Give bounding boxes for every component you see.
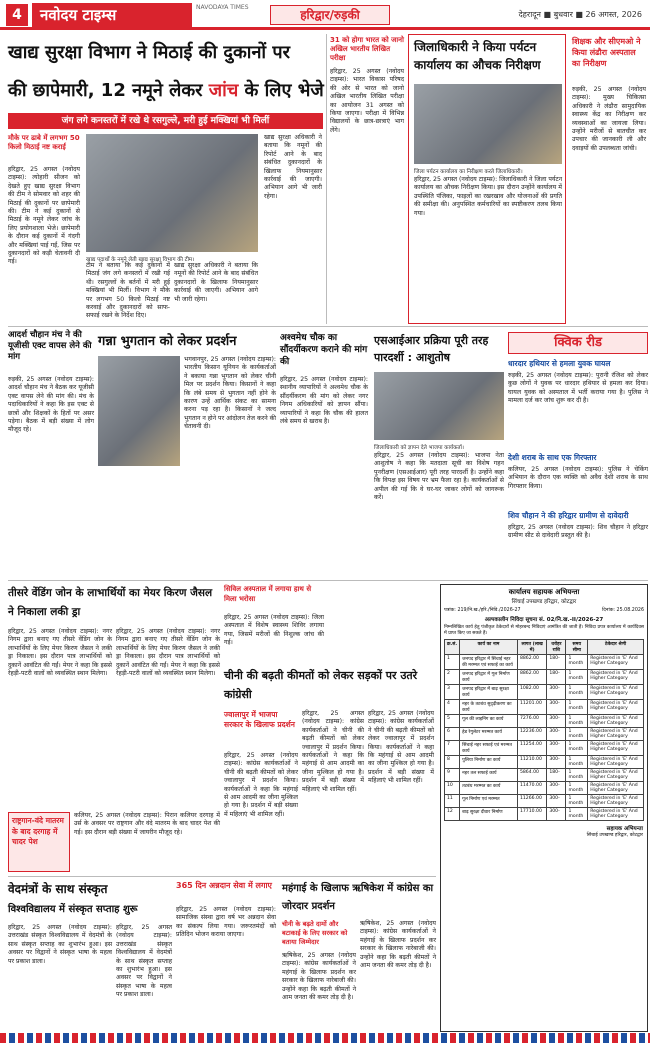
- tender-sign2: सिंचाई उपखण्ड हरिद्वार, कोटद्वार: [586, 833, 643, 838]
- aadarsh-body: रुड़की, 25 अगस्त (नवोदय टाइम्स): आदर्श चौहान मंच ने बैठक कर यूजीसी एक्ट वापस लेने की मांग की। मंच के पदाधिकारियों ने कहा कि इस एक्ट से छात्रों और शिक्षकों के हितों पर असर पड़ेगा। बैठक में बड़ी संख्या में लोग मौजूद रहे।: [8, 376, 94, 434]
- masthead: नवोदय टाइम्स: [32, 3, 192, 27]
- table-cell: 1 month: [566, 808, 588, 821]
- quick-item-3-body: हरिद्वार, 25 अगस्त (नवोदय टाइम्स): शिव चौहान ने हरिद्वार ग्रामीण सीट से दावेदारी प्रस्तुत की है।: [508, 524, 648, 540]
- page-number: 4: [6, 4, 28, 26]
- table-cell: 1 month: [566, 769, 588, 782]
- tender-notice: [440, 584, 648, 1032]
- dm-photo: [414, 84, 562, 175]
- congress-headline: चीनी की बढ़ती कीमतों को लेकर सड़कों पर उतरे कांग्रेसी: [224, 669, 418, 701]
- table-cell: 11201.00: [517, 700, 546, 715]
- table-cell: 180-: [547, 769, 566, 782]
- ganna-headline: गन्ना भुगतान को लेकर प्रदर्शन: [98, 334, 237, 349]
- table-cell: नहर के तटबंध सुदृढ़ीकरण का कार्य: [460, 700, 518, 715]
- section-label: हरिद्वार/रुड़की: [270, 5, 390, 25]
- vedmantra-headline-2: विश्वविद्यालय में संस्कृत सप्ताह शुरू: [8, 904, 138, 915]
- annadaan-body: हरिद्वार, 25 अगस्त (नवोदय टाइम्स): सामाजिक संस्था द्वारा वर्ष भर अन्नदान सेवा का संकल्प लिया गया। जरूरतमंदों को प्रतिदिन भोजन कराया जाएगा।: [176, 906, 276, 939]
- quick-item-3-title: शिव चौहान ने की हरिद्वार ग्रामीण से दावेदारी: [508, 511, 629, 520]
- table-cell: 1 month: [566, 756, 588, 769]
- table-cell: 4: [445, 700, 460, 715]
- annadaan-headline: 365 दिन अन्नदान सेवा में लगाए: [176, 881, 272, 890]
- lead-headline-line2-b: के लिए भेजे: [238, 80, 324, 101]
- vending-body: हरिद्वार, 25 अगस्त (नवोदय टाइम्स): नगर निगम द्वारा बनाए गए तीसरे वेंडिंग जोन के लाभार्थियों के लिए मेयर किरण जैसल ने लकी ड्रा निकाला। इस दौरान पात्र लाभार्थियों को दुकानें आवंटित की गईं। मेयर ने कहा कि इससे रेहड़ी-पटरी वालों को व्यवस्थित स्थान मिलेगा।: [8, 628, 112, 678]
- table-cell: 5: [445, 715, 460, 728]
- rashtragan-body: कलियर, 25 अगस्त (नवोदय टाइम्स): पिरान कलियर दरगाह में उर्स के अवसर पर राष्ट्रगान और वंदे मातरम के बाद चादर पेश की गई। इस दौरान बड़ी संख्या में जायरीन मौजूद रहे।: [74, 812, 220, 836]
- table-cell: 300-: [547, 741, 566, 756]
- table-cell: 8: [445, 756, 460, 769]
- table-row: [445, 685, 644, 700]
- table-cell: 300-: [547, 728, 566, 741]
- rishikesh-kicker: चीनी के बढ़ते दामों और बटाकाई के लिए सरकार को बताया जिम्मेदार: [282, 920, 348, 946]
- sir-headline: एसआईआर प्रक्रिया पूरी तरह पारदर्शी : आशुतोष: [374, 334, 489, 364]
- page-header: [0, 0, 650, 30]
- table-cell: 1 month: [566, 782, 588, 795]
- tender-col-header: धरोहर राशि: [547, 640, 566, 655]
- table-cell: जनपद हरिद्वार में गूल निर्माण कार्य: [460, 670, 518, 685]
- table-cell: Registered in 'E' And Higher Category: [588, 756, 644, 769]
- tender-table: [444, 639, 644, 821]
- table-cell: 8862.00: [517, 670, 546, 685]
- table-cell: Registered in 'E' And Higher Category: [588, 808, 644, 821]
- table-cell: सिंचाई नहर सफाई एवं मरम्मत कार्य: [460, 741, 518, 756]
- vending-body-2: हरिद्वार, 25 अगस्त (नवोदय टाइम्स): नगर निगम द्वारा बनाए गए तीसरे वेंडिंग जोन के लाभार्थियों के लिए मेयर किरण जैसल ने लकी ड्रा निकाला। इस दौरान पात्र लाभार्थियों को दुकानें आवंटित की गईं। मेयर ने कहा कि इससे रेहड़ी-पटरी वालों को व्यवस्थित स्थान मिलेगा।: [116, 628, 220, 678]
- table-cell: Registered in 'E' And Higher Category: [588, 782, 644, 795]
- cmo-headline: शिक्षक और सीएमओ ने किया लंढौरा अस्पताल का निरीक्षण: [572, 37, 641, 68]
- bharat-exam-headline: 31 को होगा भारत को जानो अखिल भारतीय लिखित परीक्षा: [330, 36, 404, 62]
- sir-photo-caption: जिलाधिकारी को ज्ञापन देते भाजपा कार्यकर्ता।: [374, 445, 464, 451]
- dm-photo-caption: जिला पर्यटन कार्यालय का निरीक्षण करते जिलाधिकारी।: [414, 169, 523, 175]
- lead-kicker: मौके पर ढाबे में लगभग 50 किलो मिठाई नष्ट कराई: [8, 134, 80, 151]
- table-row: [445, 782, 644, 795]
- table-cell: 12: [445, 808, 460, 821]
- table-cell: 6: [445, 728, 460, 741]
- quick-read-label: क्विक रीड: [554, 335, 602, 350]
- congress-body: हरिद्वार, 25 अगस्त (नवोदय टाइम्स): कांग्रेस कार्यकर्ताओं ने चीनी की बढ़ती कीमतों को लेकर ज्वालापुर में प्रदर्शन किया। कार्यकर्ताओं ने कहा कि महंगाई से आम आदमी का जीना मुश्किल हो गया है। प्रदर्शन में बड़ी संख्या में महिलाएं भी शामिल रहीं।: [224, 752, 298, 818]
- table-cell: Registered in 'E' And Higher Category: [588, 685, 644, 700]
- quick-item-1-title: धारदार हथियार से हमला युवक घायल: [508, 359, 611, 368]
- edition-date: देहरादून ■ बुधवार ■ 26 अगस्त, 2026: [518, 10, 642, 19]
- hospital-body: हरिद्वार, 25 अगस्त (नवोदय टाइम्स): जिला अस्पताल में विशेष स्वास्थ्य शिविर लगाया गया, जिसमें मरीजों की निशुल्क जांच की गई।: [224, 614, 324, 647]
- table-cell: 300-: [547, 685, 566, 700]
- table-cell: जनपद हरिद्वार में सिंचाई नहर की मरम्मत एवं सफाई का कार्य: [460, 655, 518, 670]
- quick-item-2-title: देशी शराब के साथ एक गिरफ्तार: [508, 453, 597, 462]
- sir-photo: [374, 372, 504, 451]
- tender-col-header: क्र.सं.: [445, 640, 460, 655]
- tender-col-header: ठेकेदार श्रेणी: [588, 640, 644, 655]
- table-cell: 1: [445, 655, 460, 670]
- table-row: [445, 808, 644, 821]
- table-cell: Registered in 'E' And Higher Category: [588, 655, 644, 670]
- vedmantra-body-2: हरिद्वार, 25 अगस्त (नवोदय टाइम्स): उत्तराखंड संस्कृत विश्वविद्यालय में वेदमंत्रों के साथ संस्कृत सप्ताह का शुभारंभ हुआ। इस अवसर पर विद्वानों ने संस्कृत भाषा के महत्व पर प्रकाश डाला।: [116, 924, 172, 999]
- ashwmedh-headline: अश्वमेध चौक का सौंदर्यीकरण कराने की मांग की: [280, 333, 368, 367]
- lead-headline-line2-a: की छापेमारी, 12 नमूने लेकर: [8, 80, 209, 101]
- table-cell: गूल की लाइनिंग का कार्य: [460, 715, 518, 728]
- table-cell: 300-: [547, 782, 566, 795]
- table-cell: 11254.00: [517, 741, 546, 756]
- table-cell: 1082.00: [517, 685, 546, 700]
- dm-headline: जिलाधिकारी ने किया पर्यटन कार्यालय का औचक निरीक्षण: [414, 40, 541, 72]
- table-cell: 9: [445, 769, 460, 782]
- table-cell: 180-: [547, 655, 566, 670]
- table-row: [445, 728, 644, 741]
- table-cell: नहर तल सफाई कार्य: [460, 769, 518, 782]
- vedmantra-body: हरिद्वार, 25 अगस्त (नवोदय टाइम्स): उत्तराखंड संस्कृत विश्वविद्यालय में वेदमंत्रों के साथ संस्कृत सप्ताह का शुभारंभ हुआ। इस अवसर पर विद्वानों ने संस्कृत भाषा के महत्व पर प्रकाश डाला।: [8, 924, 112, 965]
- table-cell: 17710.00: [517, 808, 546, 821]
- cmo-body: रुड़की, 25 अगस्त (नवोदय टाइम्स): मुख्य चिकित्सा अधिकारी ने लंढौरा सामुदायिक स्वास्थ्य केंद्र का निरीक्षण कर व्यवस्थाओं का जायजा लिया। उन्होंने मरीजों से बातचीत कर उपचार की जानकारी ली और दवाइयों की उपलब्धता जांची।: [572, 86, 646, 152]
- table-row: [445, 741, 644, 756]
- congress-kicker: ज्वालापुर में भाजपा सरकार के खिलाफ प्रदर्शन: [224, 710, 295, 729]
- table-row: [445, 670, 644, 685]
- table-cell: 7276.00: [517, 715, 546, 728]
- tender-title: अल्पकालीन निविदा सूचना सं. 02/नि.ख.-II/2026-27: [484, 617, 604, 623]
- ganna-photo: [98, 356, 180, 466]
- table-cell: 5864.00: [517, 769, 546, 782]
- quick-item-1-body: रुड़की, 25 अगस्त (नवोदय टाइम्स): पुरानी रंजिश को लेकर कुछ लोगों ने युवक पर धारदार हथियार से हमला कर दिया। घायल युवक को अस्पताल में भर्ती कराया गया है। पुलिस ने मामला दर्ज कर जांच शुरू कर दी है।: [508, 372, 648, 405]
- table-cell: 180-: [547, 670, 566, 685]
- table-cell: 1 month: [566, 728, 588, 741]
- lead-strap: जंग लगे कनस्तरों में रखे थे रसगुल्ले, मरी हुई मक्खियां भी मिलीं: [8, 113, 323, 129]
- vedmantra-headline-1: वेदमंत्रों के साथ संस्कृत: [8, 882, 108, 896]
- rishikesh-headline: महंगाई के खिलाफ ऋषिकेश में कांग्रेस का जोरदार प्रदर्शन: [282, 883, 434, 912]
- lead-photo: [86, 134, 258, 263]
- table-cell: 1 month: [566, 795, 588, 808]
- table-cell: Registered in 'E' And Higher Category: [588, 700, 644, 715]
- table-cell: 300-: [547, 715, 566, 728]
- table-cell: Registered in 'E' And Higher Category: [588, 795, 644, 808]
- table-cell: 1 month: [566, 685, 588, 700]
- table-cell: 300-: [547, 756, 566, 769]
- sir-body: हरिद्वार, 25 अगस्त (नवोदय टाइम्स): भाजपा नेता आशुतोष ने कहा कि मतदाता सूची का विशेष गहन पुनरीक्षण (एसआईआर) पूरी तरह पारदर्शी है। उन्होंने कहा कि विपक्ष इस विषय पर भ्रम फैला रहा है। कार्यकर्ताओं से अपील की गई कि वे घर-घर जाकर लोगों को जागरूक करें।: [374, 452, 504, 502]
- table-cell: 300-: [547, 795, 566, 808]
- table-cell: 300-: [547, 808, 566, 821]
- table-row: [445, 655, 644, 670]
- footer-strip: [0, 1033, 650, 1043]
- tender-col-header: समय सीमा: [566, 640, 588, 655]
- lead-photo-caption: खाद्य पदार्थों के नमूने लेती खाद्य सुरक्षा विभाग की टीम।: [86, 257, 195, 263]
- lead-body-2: टीम ने बताया कि कई दुकानों में मिठाई जंग लगे कनस्तरों में रखी गई थी। रसगुल्लों के बर्तनों में मरी हुई मक्खियां भी मिलीं। विभाग ने मौके पर लगभग 50 किलो मिठाई नष्ट करवाई और दुकानदारों को साफ-सफाई रखने के निर्देश दिए।: [86, 262, 170, 320]
- lead-headline-line2: [8, 72, 323, 112]
- table-row: [445, 715, 644, 728]
- vending-headline: तीसरे वेंडिंग जोन के लाभार्थियों का मेयर किरण जैसल ने निकाला लकी ड्रा: [8, 587, 213, 618]
- ashwmedh-body: हरिद्वार, 25 अगस्त (नवोदय टाइम्स): स्थानीय व्यापारियों ने अश्वमेध चौक के सौंदर्यीकरण की मांग को लेकर नगर निगम अधिकारियों को ज्ञापन सौंपा। व्यापारियों ने कहा कि चौक की हालत लंबे समय से खराब है।: [280, 376, 368, 426]
- tender-intro: निम्नलिखित कार्य हेतु पंजीकृत ठेकेदारों से मोहरबन्द निविदाएं आमंत्रित की जाती हैं। निविदा प्रपत्र कार्यालय में कार्यदिवस में प्राप्त किए जा सकते हैं।: [444, 625, 644, 636]
- table-cell: 11266.00: [517, 795, 546, 808]
- table-cell: 1 month: [566, 655, 588, 670]
- masthead-sub: NAVODAYA TIMES: [196, 4, 249, 11]
- lead-body-4: खाद्य सुरक्षा अधिकारी ने बताया कि नमूनों की रिपोर्ट आने के बाद संबंधित दुकानदारों के खिलाफ नियमानुसार कार्रवाई की जाएगी। अभियान आगे भी जारी रहेगा।: [264, 134, 322, 200]
- table-cell: 1 month: [566, 715, 588, 728]
- table-cell: बाढ़ सुरक्षा दीवार निर्माण: [460, 808, 518, 821]
- tender-col-header: लागत (लाख में): [517, 640, 546, 655]
- table-cell: Registered in 'E' And Higher Category: [588, 741, 644, 756]
- table-cell: 300-: [547, 700, 566, 715]
- rishikesh-body: ऋषिकेश, 25 अगस्त (नवोदय टाइम्स): कांग्रेस कार्यकर्ताओं ने महंगाई के खिलाफ प्रदर्शन कर सरकार के खिलाफ नारेबाजी की। उन्होंने कहा कि बढ़ती कीमतों ने आम जनता की कमर तोड़ दी है।: [282, 952, 356, 1002]
- table-cell: 2: [445, 670, 460, 685]
- table-cell: 10: [445, 782, 460, 795]
- table-row: [445, 769, 644, 782]
- lead-body-1: हरिद्वार, 25 अगस्त (नवोदय टाइम्स): त्योहारी सीजन को देखते हुए खाद्य सुरक्षा विभाग की टीम ने सोमवार को शहर की मिठाई की दुकानों पर छापेमारी की। टीम ने कई दुकानों से मिठाई के नमूने लेकर जांच के लिए प्रयोगशाला भेजे। छापेमारी के दौरान कई दुकानों में गंदगी और मक्खियां पाई गईं, जिस पर दुकानदारों को कड़ी चेतावनी दी गई।: [8, 166, 80, 266]
- table-cell: 1 month: [566, 700, 588, 715]
- table-cell: 11: [445, 795, 460, 808]
- congress-body-3: हरिद्वार, 25 अगस्त (नवोदय टाइम्स): कांग्रेस कार्यकर्ताओं ने चीनी की बढ़ती कीमतों को लेकर ज्वालापुर में प्रदर्शन किया। कार्यकर्ताओं ने कहा कि महंगाई से आम आदमी का जीना मुश्किल हो गया है। प्रदर्शन में बड़ी संख्या में महिलाएं भी शामिल रहीं।: [368, 710, 434, 785]
- table-cell: Registered in 'E' And Higher Category: [588, 670, 644, 685]
- aadarsh-headline: आदर्श चौहान मंच ने की यूजीसी एक्ट वापस लेने की मांग: [8, 330, 92, 362]
- rishikesh-body-2: ऋषिकेश, 25 अगस्त (नवोदय टाइम्स): कांग्रेस कार्यकर्ताओं ने महंगाई के खिलाफ प्रदर्शन कर सरकार के खिलाफ नारेबाजी की। उन्होंने कहा कि बढ़ती कीमतों ने आम जनता की कमर तोड़ दी है।: [360, 920, 436, 970]
- table-cell: 11210.00: [517, 756, 546, 769]
- tender-ref: पत्रांक: 219/नि.ख./हरि./निवि./2026-27: [444, 608, 521, 613]
- table-cell: जनपद हरिद्वार में बाढ़ सुरक्षा कार्य: [460, 685, 518, 700]
- table-cell: तटबंध मरम्मत का कार्य: [460, 782, 518, 795]
- lead-headline-line2-red: जांच: [208, 80, 239, 101]
- lead-headline-line1: खाद्य सुरक्षा विभाग ने मिठाई की दुकानों पर: [8, 42, 290, 63]
- tender-org2: सिंचाई उपखण्ड हरिद्वार, कोटद्वार: [511, 599, 577, 605]
- table-row: [445, 756, 644, 769]
- table-cell: हेड रेगुलेटर मरम्मत कार्य: [460, 728, 518, 741]
- bharat-exam-body: हरिद्वार, 25 अगस्त (नवोदय टाइम्स): भारत विकास परिषद की ओर से भारत को जानो अखिल भारतीय लिखित परीक्षा का आयोजन 31 अगस्त को किया जाएगा। परीक्षा में विभिन्न विद्यालयों के छात्र-छात्राएं भाग लेंगे।: [330, 68, 404, 134]
- table-cell: Registered in 'E' And Higher Category: [588, 715, 644, 728]
- congress-body-2: हरिद्वार, 25 अगस्त (नवोदय टाइम्स): कांग्रेस कार्यकर्ताओं ने चीनी की बढ़ती कीमतों को लेकर ज्वालापुर में प्रदर्शन किया। कार्यकर्ताओं ने कहा कि महंगाई से आम आदमी का जीना मुश्किल हो गया है। प्रदर्शन में बड़ी संख्या में महिलाएं भी शामिल रहीं।: [302, 710, 364, 793]
- table-row: [445, 795, 644, 808]
- table-cell: 1 month: [566, 670, 588, 685]
- hospital-headline: सिविल अस्पताल में लगाया हाथ से मिला भरोसा: [224, 585, 312, 603]
- table-cell: 1 month: [566, 741, 588, 756]
- table-row: [445, 700, 644, 715]
- quick-item-2-body: कलियर, 25 अगस्त (नवोदय टाइम्स): पुलिस ने चेकिंग अभियान के दौरान एक व्यक्ति को अवैध देशी शराब के साथ गिरफ्तार किया।: [508, 466, 648, 490]
- table-cell: पुलिया निर्माण का कार्य: [460, 756, 518, 769]
- table-cell: 11470.00: [517, 782, 546, 795]
- table-cell: गूल निर्माण एवं मरम्मत: [460, 795, 518, 808]
- ganna-body: भगवानपुर, 25 अगस्त (नवोदय टाइम्स): भारतीय किसान यूनियन के कार्यकर्ताओं ने बकाया गन्ना भुगतान को लेकर चीनी मिल पर प्रदर्शन किया। किसानों ने कहा कि लंबे समय से भुगतान नहीं होने के कारण उन्हें आर्थिक संकट का सामना करना पड़ रहा है। किसानों ने जल्द भुगतान न होने पर आंदोलन तेज करने की चेतावनी दी।: [184, 356, 276, 431]
- rashtragan-headline: राष्ट्रगान-वंदे मातरम के बाद दरगाह में चादर पेश: [12, 816, 64, 846]
- table-cell: 3: [445, 685, 460, 700]
- table-cell: 7: [445, 741, 460, 756]
- table-cell: Registered in 'E' And Higher Category: [588, 769, 644, 782]
- lead-body-3: खाद्य सुरक्षा अधिकारी ने बताया कि नमूनों की रिपोर्ट आने के बाद संबंधित दुकानदारों के खिलाफ नियमानुसार कार्रवाई की जाएगी। अभियान आगे भी जारी रहेगा।: [174, 262, 258, 303]
- dm-body: हरिद्वार, 25 अगस्त (नवोदय टाइम्स): जिलाधिकारी ने जिला पर्यटन कार्यालय का औचक निरीक्षण किया। इस दौरान उन्होंने कार्यालय में उपस्थिति पंजिका, फाइलों का रखरखाव और योजनाओं की प्रगति की समीक्षा की। अनुपस्थित कर्मचारियों का स्पष्टीकरण तलब किया गया।: [414, 176, 563, 217]
- table-cell: Registered in 'E' And Higher Category: [588, 728, 644, 741]
- tender-date: दिनांक: 25.08.2026: [602, 608, 644, 613]
- tender-org: कार्यालय सहायक अभियन्ता: [508, 588, 580, 596]
- quick-read-banner: [508, 332, 648, 354]
- table-cell: 12236.00: [517, 728, 546, 741]
- tender-col-header: कार्य का नाम: [460, 640, 518, 655]
- table-cell: 8862.00: [517, 655, 546, 670]
- tender-sign: सहायक अभियन्ता: [606, 826, 643, 832]
